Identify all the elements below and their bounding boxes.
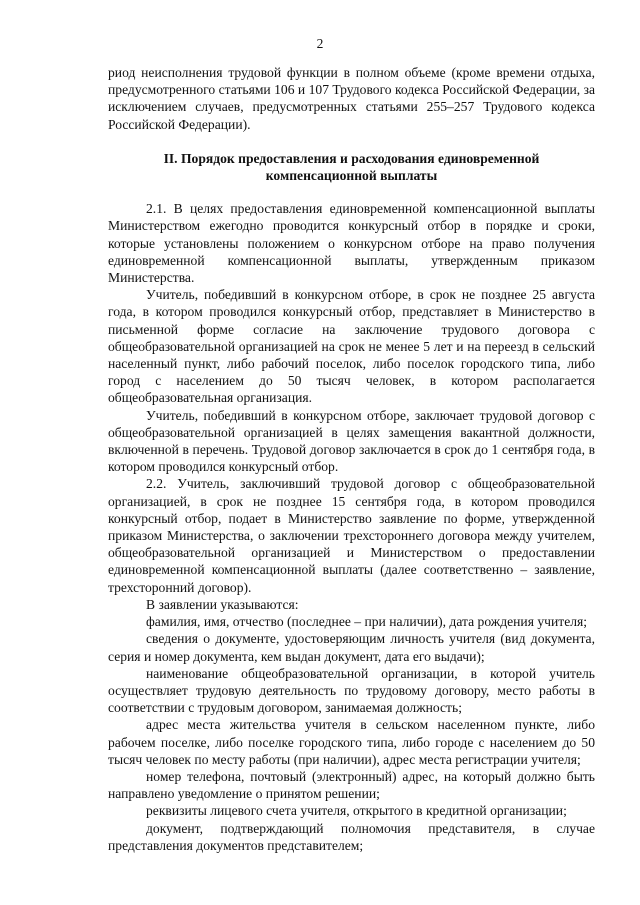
paragraph-list-intro: В заявлении указываются: — [146, 596, 299, 612]
paragraph-2-1: 2.1. В целях предоставления единовременной компенсационной выплаты Министерством ежегодно проводится конкурсный отбор в порядке и сроки, которые установлены положением о конкурсном отборе на право получения единовременной компенсационной выплаты, утвержденным приказом Министерства. — [108, 201, 595, 286]
paragraph-continuation: риод неисполнения трудовой функции в полном объеме (кроме времени отдыха, предусмотренного статьями 106 и 107 Трудового кодекса Российской Федерации, за исключением случаев, предусмотренных статьями 255–257 Трудового кодекса Российской Федерации). — [108, 65, 595, 132]
list-item-bank-account: реквизиты лицевого счета учителя, открытого в кредитной организации; — [146, 803, 567, 819]
paragraph-consent: Учитель, победивший в конкурсном отборе, в срок не позднее 25 августа года, в котором проводился конкурсный отбор, представляет в Министерство в письменной форме согласие на заключение трудового договора с общеобразовательной организацией на срок не менее 5 лет и на переезд в сельский населенный пункт, либо рабочий поселок, либо поселок городского типа, либо город с населением до 50 тысяч человек, в котором располагается общеобразовательная организация. — [108, 287, 595, 406]
paragraph-contract: Учитель, победивший в конкурсном отборе, заключает трудовой договор с общеобразовательной организацией в целях замещения вакантной должности, включенной в перечень. Трудовой договор заключается в срок до 1 сентября года, в котором проводился конкурсный отбор. — [108, 407, 595, 475]
document-body — [108, 64, 595, 854]
list-item-id-document: сведения о документе, удостоверяющим личность учителя (вид документа, серия и номер документа, кем выдан документ, дата его выдачи); — [108, 631, 595, 664]
paragraph-2-2: 2.2. Учитель, заключивший трудовой договор с общеобразовательной организацией, в срок не позднее 15 сентября года, в котором проводился конкурсный отбор, подает в Министерство заявление по форме, утвержденной приказом Министерства, о заключении трехстороннего договора между учителем, общеобразовательной организацией и Министерством о предоставлении единовременной компенсационной выплаты (далее соответственно – заявление, трехсторонний договор). — [108, 476, 595, 595]
list-item-address: адрес места жительства учителя в сельском населенном пункте, либо рабочем поселке, либо поселке городского типа, либо городе с населением до 50 тысяч человек по месту работы (при наличии), адрес места регистрации учителя; — [108, 717, 595, 767]
list-item-organization: наименование общеобразовательной организации, в которой учитель осуществляет трудовую деятельность по трудовому договору, место работы в соответствии с трудовым договором, занимаемая должность; — [108, 665, 595, 716]
page-number: 2 — [316, 36, 324, 51]
section-heading: II. Порядок предоставления и расходования единовременной компенсационной выплаты — [163, 150, 540, 184]
list-item-contacts: номер телефона, почтовый (электронный) адрес, на который должно быть направлено уведомление о принятом решении; — [108, 768, 595, 802]
list-item-name: фамилия, имя, отчество (последнее – при наличии), дата рождения учителя; — [146, 614, 588, 630]
list-item-representative: документ, подтверждающий полномочия представителя, в случае представления документов представителем; — [108, 820, 595, 853]
